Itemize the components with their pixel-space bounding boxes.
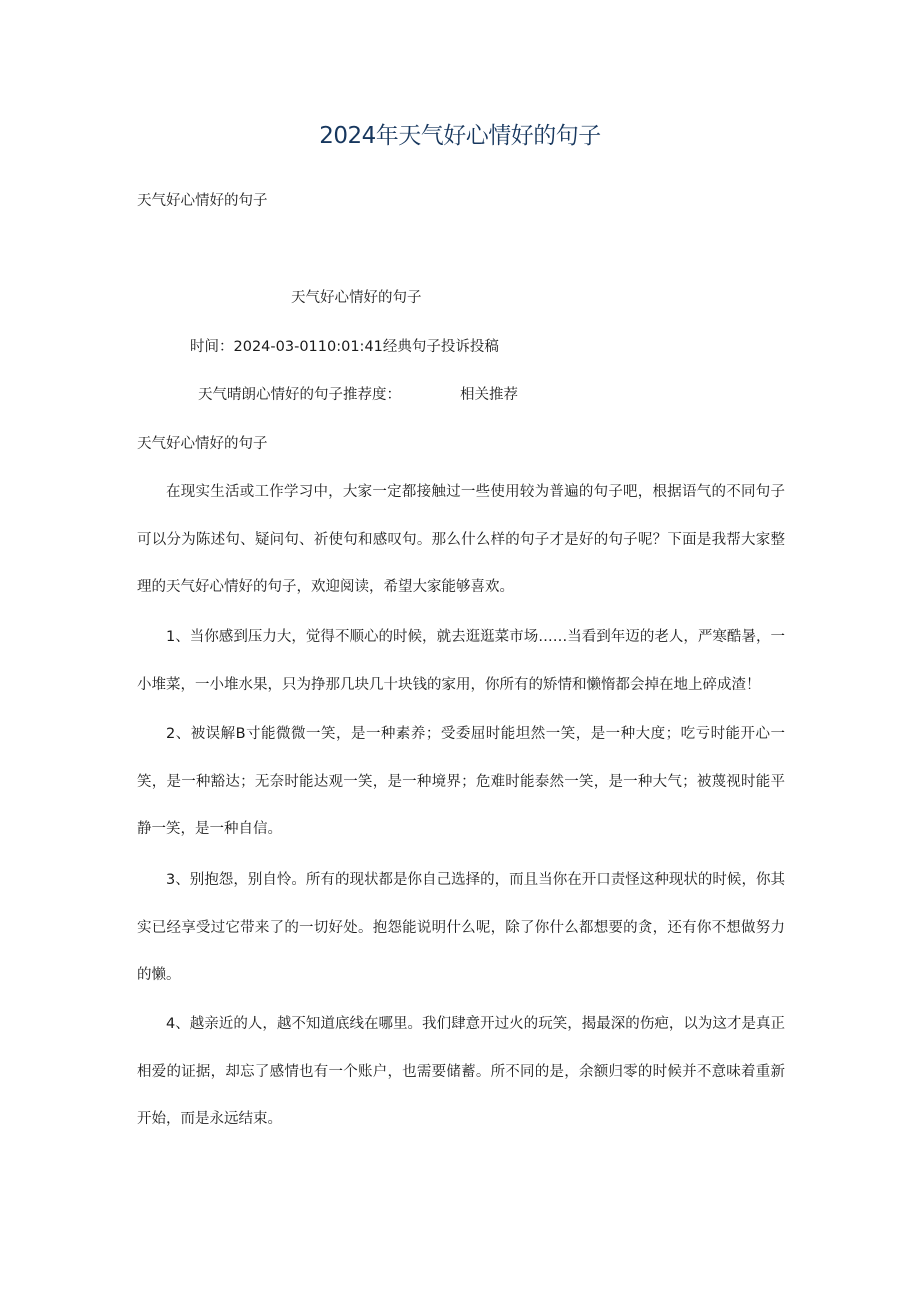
document-subtitle: 天气好心情好的句子 [137,193,268,209]
article-meta: 时间：2024-03-0110:01:41经典句子投诉投稿 [190,339,499,355]
section-heading: 天气好心情好的句子 [137,436,268,452]
paragraph-item-1: 1、当你感到压力大，觉得不顺心的时候，就去逛逛菜市场……当看到年迈的老人，严寒酷暑，一小堆菜，一小堆水果，只为挣那几块几十块钱的家用，你所有的矫情和懒惰都会掉在地上碎成渣！ [137,629,785,693]
paragraph-item-3: 3、别抱怨，别自怜。所有的现状都是你自己选择的，而且当你在开口责怪这种现状的时候，你其实已经享受过它带来了的一切好处。抱怨能说明什么呢，除了你什么都想要的贪，还有你不想做努力的懒。 [137,872,785,983]
document-title: 2024年天气好心情好的句子 [319,123,601,149]
paragraph-item-4: 4、越亲近的人，越不知道底线在哪里。我们肆意开过火的玩笑，揭最深的伤疤，以为这才是真正相爱的证据，却忘了感情也有一个账户，也需要储蓄。所不同的是，余额归零的时候并不意味着重新开始，而是永远结束。 [137,1016,785,1127]
paragraph-item-2: 2、被误解B寸能微微一笑，是一种素养；受委屈时能坦然一笑，是一种大度；吃亏时能开心一笑，是一种豁达；无奈时能达观一笑，是一种境界；危难时能泰然一笑，是一种大气；被蔑视时能平静一笑，是一种自信。 [137,726,785,837]
article-title: 天气好心情好的句子 [291,290,422,306]
recommend-label: 天气晴朗心情好的句子推荐度： [198,387,401,403]
related-recommend-link[interactable]: 相关推荐 [460,387,518,403]
paragraph-intro: 在现实生活或工作学习中，大家一定都接触过一些使用较为普遍的句子吧，根据语气的不同句子可以分为陈述句、疑问句、祈使句和感叹句。那么什么样的句子才是好的句子呢？下面是我帮大家整理的天气好心情好的句子，欢迎阅读，希望大家能够喜欢。 [137,484,785,595]
